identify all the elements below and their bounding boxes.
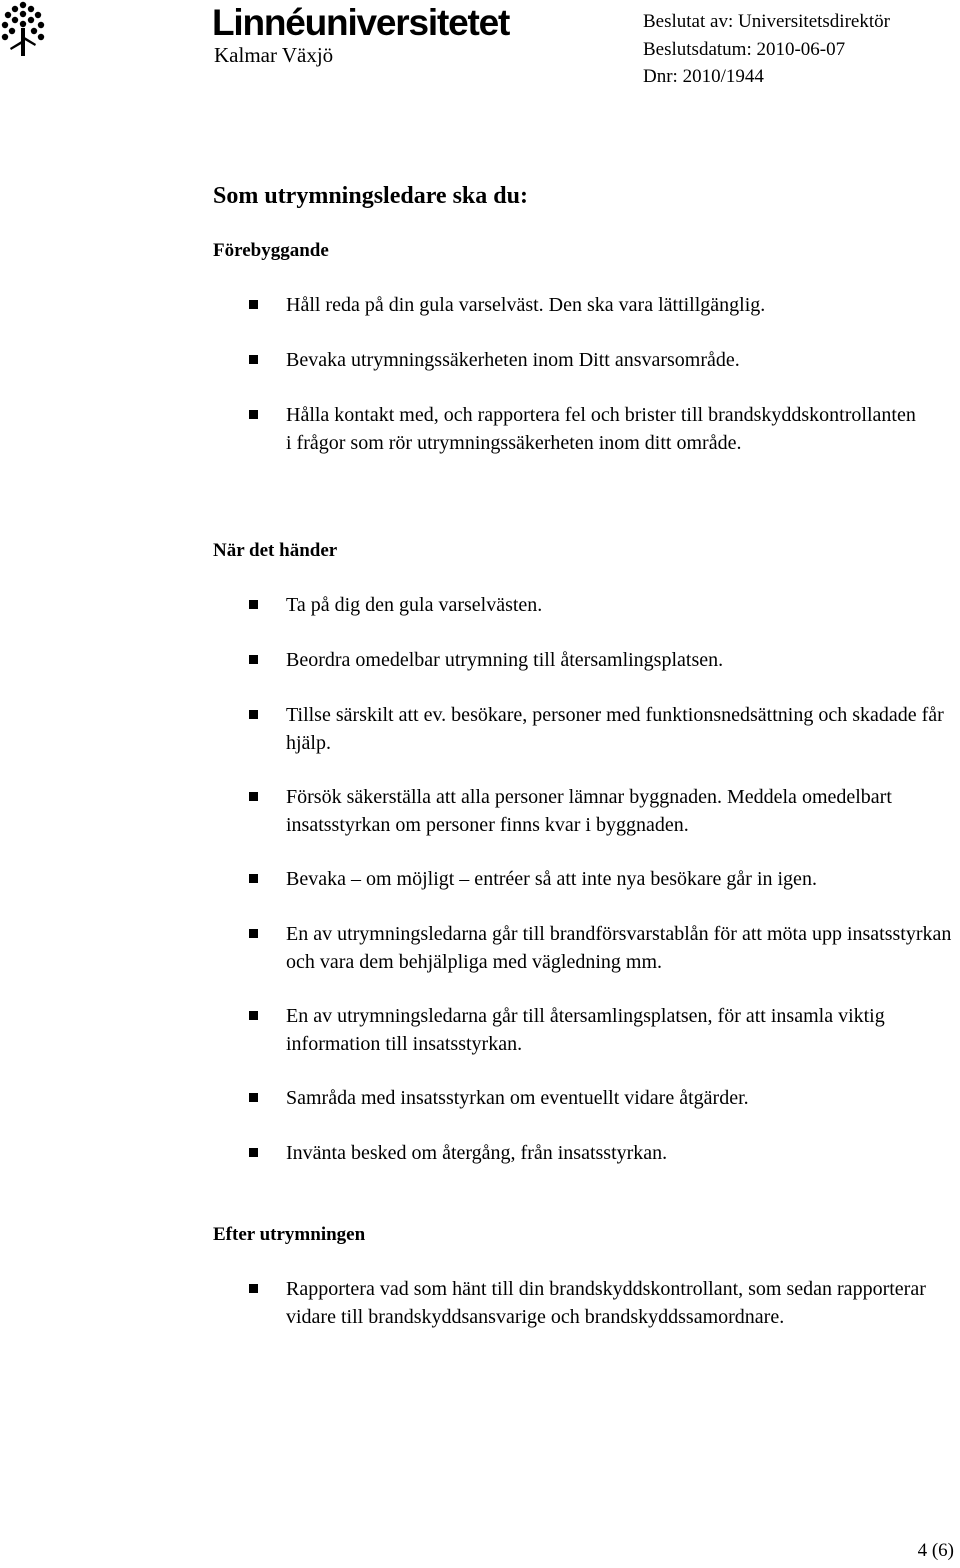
bullet-icon [249,600,258,609]
list-item: Invänta besked om återgång, från insatsstyrkan. [286,1142,668,1164]
list-item: Tillse särskilt att ev. besökare, personer med funktionsnedsättning och skadade får hjälp. [286,704,944,754]
bullet-icon [249,710,258,719]
page-number: 4 (6) [917,1540,954,1561]
decided-by: Beslutat av: Universitetsdirektör [643,11,890,32]
list-item: Rapportera vad som hänt till din brandskyddskontrollant, som sedan rapporterar vidare till brandskyddsansvarige och brandskyddssamordnare. [286,1278,926,1328]
page-title: Som utrymningsledare ska du: [213,183,528,209]
decision-date: Beslutsdatum: 2010-06-07 [643,38,846,60]
bullet-icon [249,355,258,364]
bullet-icon [249,929,258,938]
section-heading-efter-utrymningen: Efter utrymningen [213,1224,366,1245]
registration-number: Dnr: 2010/1944 [643,66,764,87]
list-item: Bevaka – om möjligt – entréer så att inte nya besökare går in igen. [286,868,817,890]
tree-logo-icon [0,0,46,60]
logo-name: Linnéuniversitetet [212,2,510,43]
bullet-icon [249,300,258,309]
list-item: Hålla kontakt med, och rapportera fel och brister till brandskyddskontrollanten i frågor som rör utrymningssäkerheten inom ditt område. [286,404,916,454]
bullet-icon [249,1011,258,1020]
section-heading-forebyggande: Förebyggande [213,240,329,261]
list-item: Ta på dig den gula varselvästen. [286,594,543,616]
bullet-icon [249,1093,258,1102]
bullet-icon [249,1284,258,1293]
bullet-icon [249,792,258,801]
section-heading-nar-det-hander: När det händer [213,540,338,561]
bullet-icon [249,874,258,883]
list-item: Bevaka utrymningssäkerheten inom Ditt ansvarsområde. [286,349,740,371]
university-logo [0,0,560,80]
list-item: Beordra omedelbar utrymning till återsamlingsplatsen. [286,649,724,671]
bullet-icon [249,410,258,419]
list-item: Håll reda på din gula varselväst. Den ska vara lättillgänglig. [286,294,766,316]
list-item: Samråda med insatsstyrkan om eventuellt vidare åtgärder. [286,1087,749,1109]
list-item: Försök säkerställa att alla personer lämnar byggnaden. Meddela omedelbart insatsstyrkan om personer finns kvar i byggnaden. [286,786,892,836]
list-item: En av utrymningsledarna går till brandförsvarstablån för att möta upp insatsstyrkan och vara dem behjälpliga med vägledning mm. [286,923,952,973]
bullet-icon [249,655,258,664]
list-item: En av utrymningsledarna går till återsamlingsplatsen, för att insamla viktig information till insatsstyrkan. [286,1005,885,1055]
logo-subtitle: Kalmar Växjö [214,43,334,67]
document-meta [643,8,890,91]
bullet-icon [249,1148,258,1157]
